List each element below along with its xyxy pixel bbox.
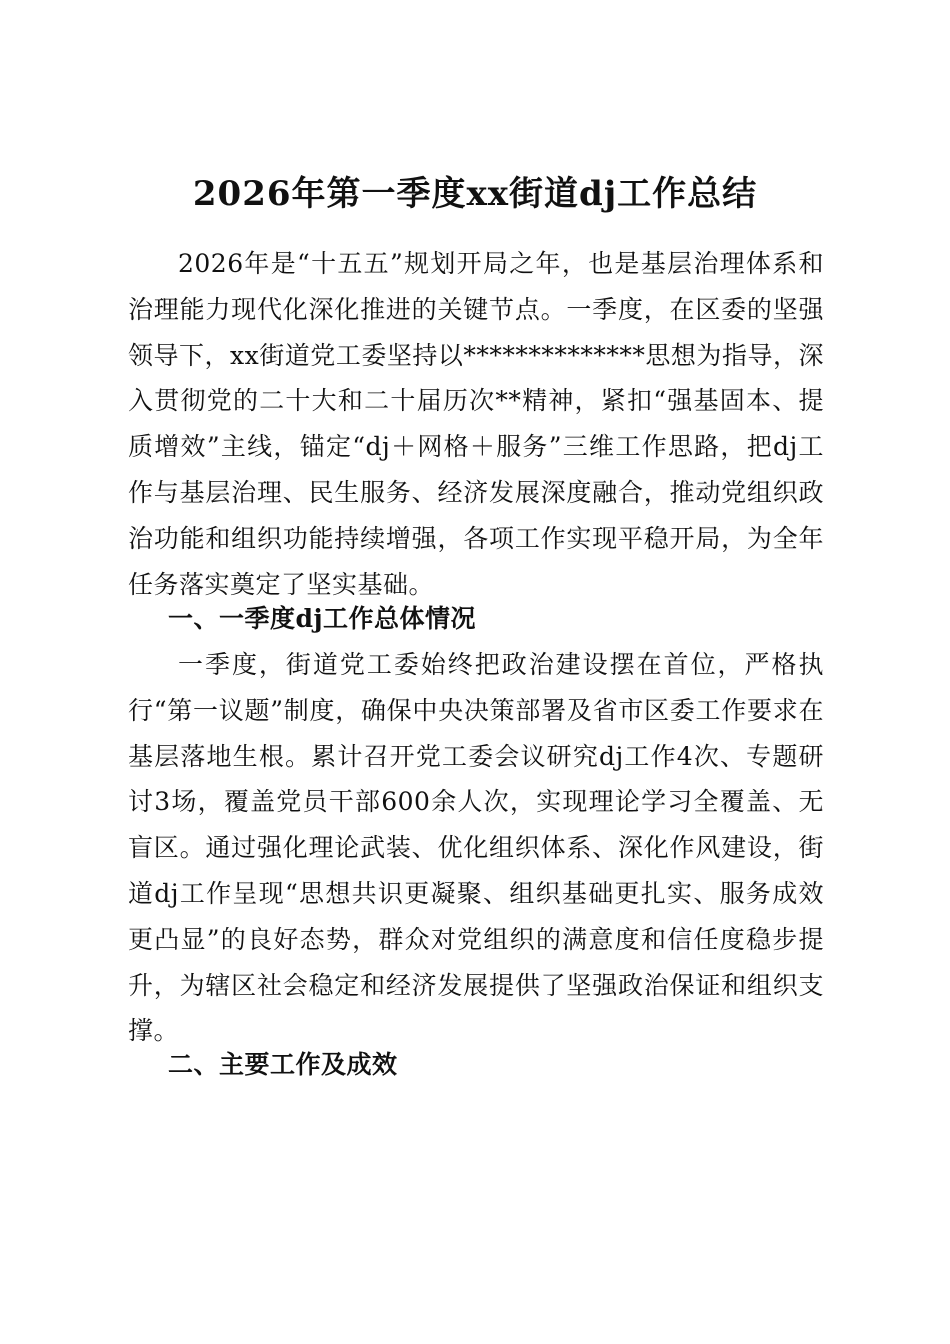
intro-paragraph: 2026年是“十五五”规划开局之年，也是基层治理体系和治理能力现代化深化推进的关键节点。一季度，在区委的坚强领导下，xx街道党工委坚持以**************思想为指导，深入贯彻党的二十大和二十届历次**精神，紧扣“强基固本、提质增效”主线，锚定“dj＋网格＋服务”三维工作思路，把dj工作与基层治理、民生服务、经济发展深度融合，推动党组织政治功能和组织功能持续增强，各项工作实现平稳开局，为全年任务落实奠定了坚实基础。 xyxy=(128,249,824,599)
section-1-heading: 一、一季度dj工作总体情况 xyxy=(168,604,477,633)
document-title: 2026年第一季度xx街道dj工作总结 xyxy=(192,174,758,214)
section-1-paragraph: 一季度，街道党工委始终把政治建设摆在首位，严格执行“第一议题”制度，确保中央决策部署及省市区委工作要求在基层落地生根。累计召开党工委会议研究dj工作4次、专题研讨3场，覆盖党员干部600余人次，实现理论学习全覆盖、无盲区。通过强化理论武装、优化组织体系、深化作风建设，街道dj工作呈现“思想共识更凝聚、组织基础更扎实、服务成效更凸显”的良好态势，群众对党组织的满意度和信任度稳步提升，为辖区社会稳定和经济发展提供了坚强政治保证和组织支撑。 xyxy=(128,650,824,1046)
section-2-heading: 二、主要工作及成效 xyxy=(168,1050,398,1079)
